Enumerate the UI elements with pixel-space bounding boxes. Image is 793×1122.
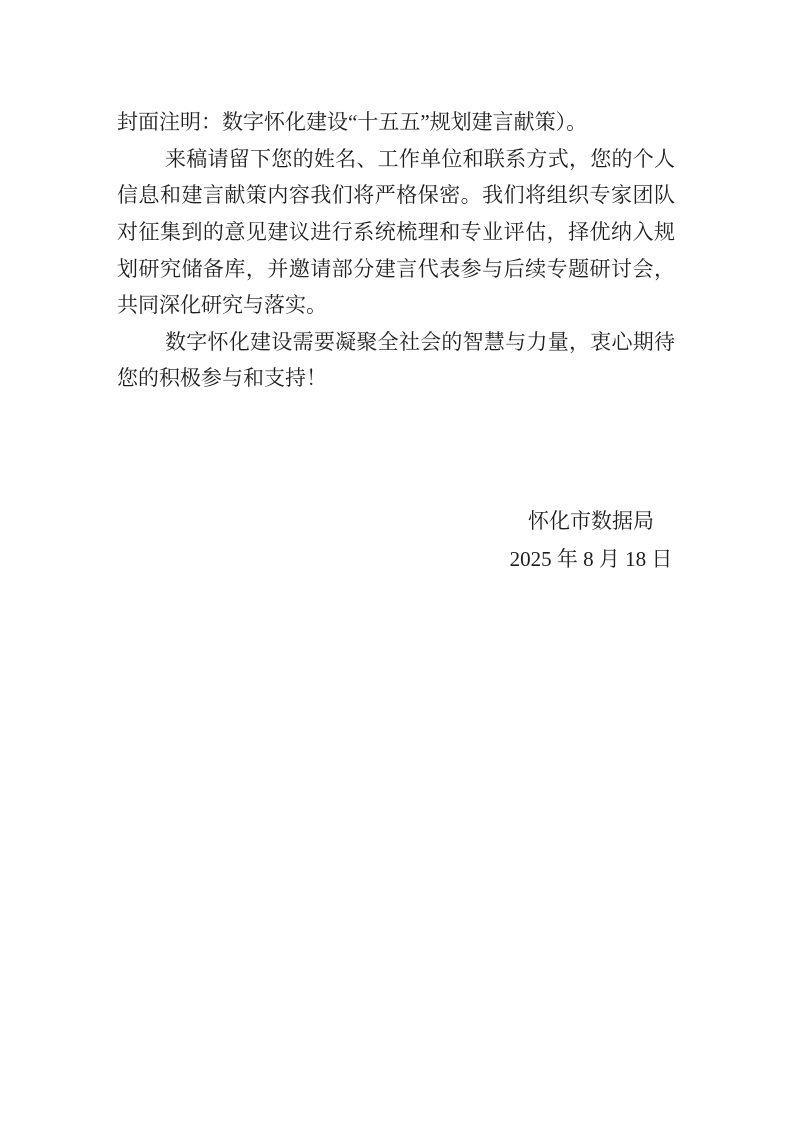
body-line: 封面注明：数字怀化建设“十五五”规划建言献策）。 xyxy=(117,110,588,134)
body-line: 划研究储备库，并邀请部分建言代表参与后续专题研讨会， xyxy=(117,256,675,281)
body-line: 共同深化研究与落实。 xyxy=(117,293,327,318)
signature-date: 2025 年 8 月 18 日 xyxy=(509,547,673,571)
letter-body xyxy=(117,104,675,397)
body-line: 数字怀化建设需要凝聚全社会的智慧与力量，衷心期待 xyxy=(165,329,675,354)
body-line: 信息和建言献策内容我们将严格保密。我们将组织专家团队 xyxy=(117,183,675,208)
body-line: 您的积极参与和支持！ xyxy=(117,366,327,391)
body-line: 来稿请留下您的姓名、工作单位和联系方式，您的个人 xyxy=(165,146,675,171)
body-line: 对征集到的意见建议进行系统梳理和专业评估，择优纳入规 xyxy=(117,219,675,244)
signature-org: 怀化市数据局 xyxy=(528,509,654,533)
